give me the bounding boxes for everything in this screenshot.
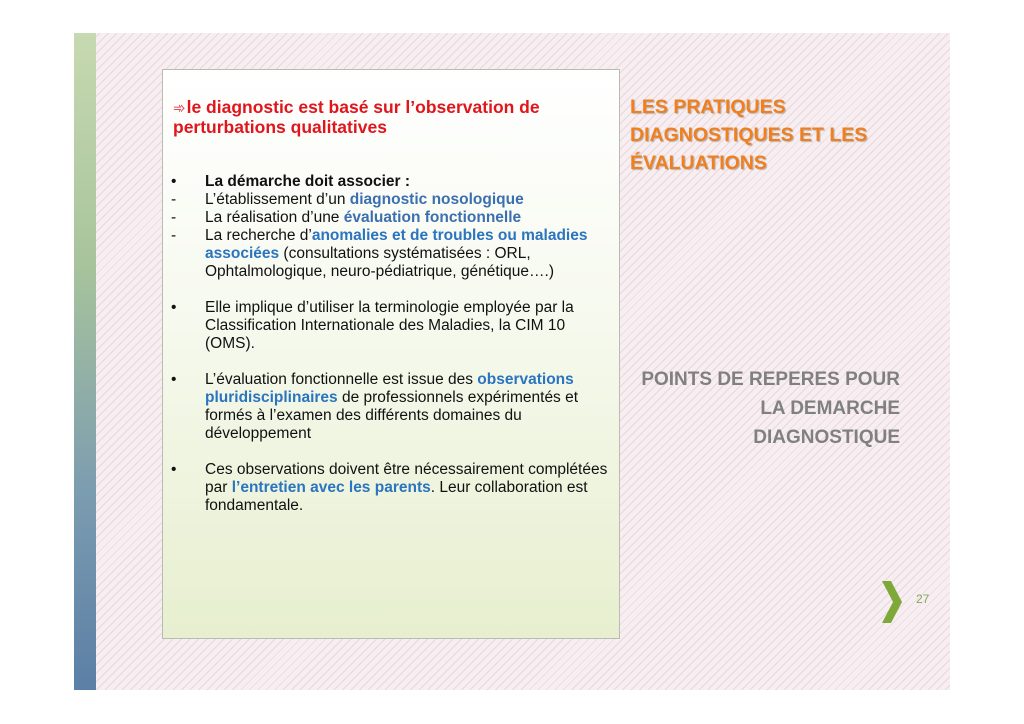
bullet-marker: • — [171, 461, 177, 478]
bullet-marker: - — [171, 191, 177, 208]
list-text: . Leur collaboration est fondamentale. — [205, 479, 588, 514]
content-box — [162, 69, 620, 639]
subtitle-line: DIAGNOSTIQUE — [753, 427, 900, 448]
bullet-marker: • — [171, 371, 177, 388]
page-number: 27 — [916, 592, 930, 606]
bullet-marker: • — [171, 299, 177, 316]
bullet-list — [163, 173, 613, 515]
list-item — [163, 299, 613, 353]
list-item — [163, 191, 613, 209]
list-text: Elle implique d’utiliser la terminologie employée par la Classification Internationale des Maladies, la CIM 10 (OMS). — [205, 299, 574, 352]
highlighted-text: anomalies et de troubles ou maladies associées — [205, 227, 588, 262]
intro-statement — [173, 98, 603, 137]
intro-text: le diagnostic est basé sur l’observation de perturbations qualitatives — [173, 97, 540, 137]
bullet-marker: - — [171, 227, 177, 244]
list-text: (consultations systématisées : ORL, Ophtalmologique, neuro-pédiatrique, génétique….) — [205, 245, 554, 280]
list-text: de professionnels expérimentés et formés à l’examen des différents domaines du développement — [205, 389, 579, 442]
bullet-marker: - — [171, 209, 177, 226]
arrow-icon: ➾ — [173, 100, 186, 117]
highlighted-text: évaluation fonctionnelle — [343, 209, 522, 226]
list-spacer — [163, 353, 613, 371]
highlighted-text: diagnostic nosologique — [349, 191, 524, 208]
list-item — [163, 173, 613, 191]
section-title: LES PRATIQUES DIAGNOSTIQUES ET LES ÉVALUATIONS — [630, 96, 868, 174]
list-spacer — [163, 443, 613, 461]
highlighted-text: observations pluridisciplinaires — [205, 371, 574, 406]
list-item — [163, 371, 613, 443]
left-accent-bar — [74, 33, 96, 690]
list-text: L’établissement d’un — [205, 191, 350, 208]
list-text: La réalisation d’une — [205, 209, 344, 226]
list-text: L’évaluation fonctionnelle est issue des — [205, 371, 478, 388]
list-item — [163, 227, 613, 281]
subtitle-line: POINTS DE REPERES POUR — [641, 369, 900, 390]
list-text: Ces observations doivent être nécessairement complétées par — [205, 461, 608, 496]
subtitle-line: LA DEMARCHE — [760, 398, 900, 419]
highlighted-text: l’entretien avec les parents — [231, 479, 431, 496]
section-subtitle — [614, 365, 900, 452]
list-text: La recherche d’ — [205, 227, 312, 244]
bullet-marker: • — [171, 173, 177, 190]
chevron-right-icon — [880, 579, 904, 625]
list-item — [163, 209, 613, 227]
list-spacer — [163, 281, 613, 299]
list-item — [163, 461, 613, 515]
slide — [74, 33, 950, 690]
highlighted-text: La démarche doit associer : — [205, 173, 411, 190]
